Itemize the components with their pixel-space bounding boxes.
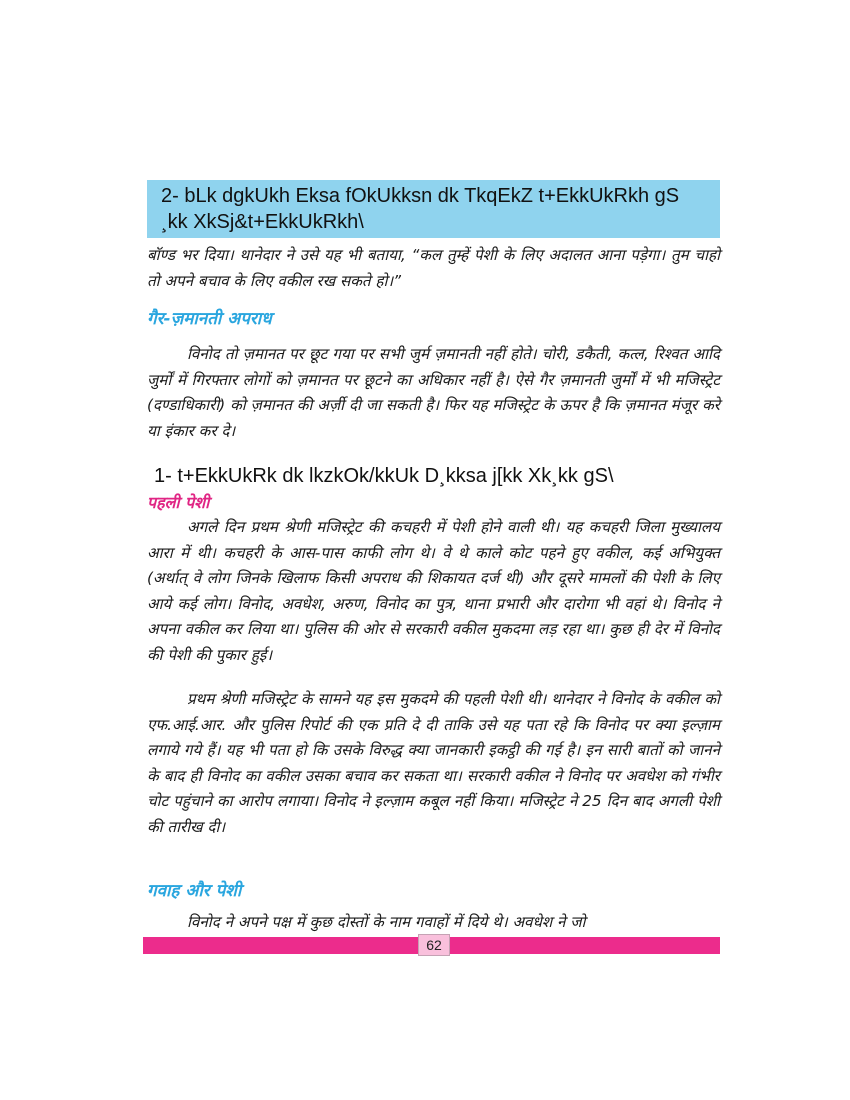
heading-line-1: 2- bLk dgkUkh Eksa fOkUkksn dk TkqEkZ t+EkkUkRkh gS (161, 185, 680, 207)
chapter-heading-box (147, 180, 720, 238)
page-number: 62 (418, 934, 450, 956)
section-title-non-bailable: गैर-ज़मानती अपराध (147, 309, 272, 329)
question-line: 1- t+EkkUkRk dk lkzkOk/kkUk D¸kksa j[kk Xk¸kk gS\ (154, 465, 614, 487)
intro-paragraph: बॉण्ड भर दिया। थानेदार ने उसे यह भी बताया, “कल तुम्हें पेशी के लिए अदालत आना पड़ेगा। तुम चाहो तो अपने बचाव के लिए वकील रख सकते हो।” (147, 246, 720, 290)
first-hearing-paragraph-1: अगले दिन प्रथम श्रेणी मजिस्ट्रेट की कचहरी में पेशी होने वाली थी। यह कचहरी जिला मुख्यालय आरा में थी। कचहरी के आस-पास काफी लोग थे। वे थे काले कोट पहने हुए वकील, कई अभियुक्त (अर्थात् वे लोग जिनके खिलाफ किसी अपराध की शिकायत दर्ज थी) और दूसरे मामलों की पेशी के लिए आये कई लोग। विनोद, अवधेश, अरुण, विनोद का पुत्र, थाना प्रभारी और दारोगा भी वहां थे। विनोद ने अपना वकील कर लिया था। पुलिस की ओर से सरकारी वकील मुकदमा लड़ रहा था। कुछ ही देर में विनोद की पेशी की पुकार हुई। (147, 518, 720, 664)
section-title-witness: गवाह और पेशी (147, 881, 242, 901)
section-title-first-hearing: पहली पेशी (147, 493, 210, 512)
non-bailable-paragraph: विनोद तो ज़मानत पर छूट गया पर सभी जुर्म ज़मानती नहीं होते। चोरी, डकैती, कत्ल, रिश्वत आदि जुर्मों में गिरफ्तार लोगों को ज़मानत पर छूटने का अधिकार नहीं है। ऐसे गैर ज़मानती जुर्मों में भी मजिस्ट्रेट (दण्डाधिकारी) को ज़मानत की अर्ज़ी दी जा सकती है। फिर यह मजिस्ट्रेट के ऊपर है कि ज़मानत मंजूर करे या इंकार कर दे। (147, 345, 720, 440)
witness-paragraph: विनोद ने अपने पक्ष में कुछ दोस्तों के नाम गवाहों में दिये थे। अवधेश ने जो (187, 913, 586, 931)
heading-line-2: ¸kk XkSj&t+EkkUkRkh\ (161, 211, 364, 233)
first-hearing-paragraph-2: प्रथम श्रेणी मजिस्ट्रेट के सामने यह इस मुकदमे की पहली पेशी थी। थानेदार ने विनोद के वकील को एफ.आई.आर. और पुलिस रिपोर्ट की एक प्रति दे दी ताकि उसे यह पता रहे कि विनोद पर क्या इल्ज़ाम लगाये गये हैं। यह भी पता हो कि उसके विरुद्ध क्या जानकारी इकट्ठी की गई है। इन सारी बातों को जानने के बाद ही विनोद का वकील उसका बचाव कर सकता था। सरकारी वकील ने विनोद पर अवधेश को गंभीर चोट पहुंचाने का आरोप लगाया। विनोद ने इल्ज़ाम कबूल नहीं किया। मजिस्ट्रेट ने 25 दिन बाद अगली पेशी की तारीख दी। (147, 690, 720, 836)
